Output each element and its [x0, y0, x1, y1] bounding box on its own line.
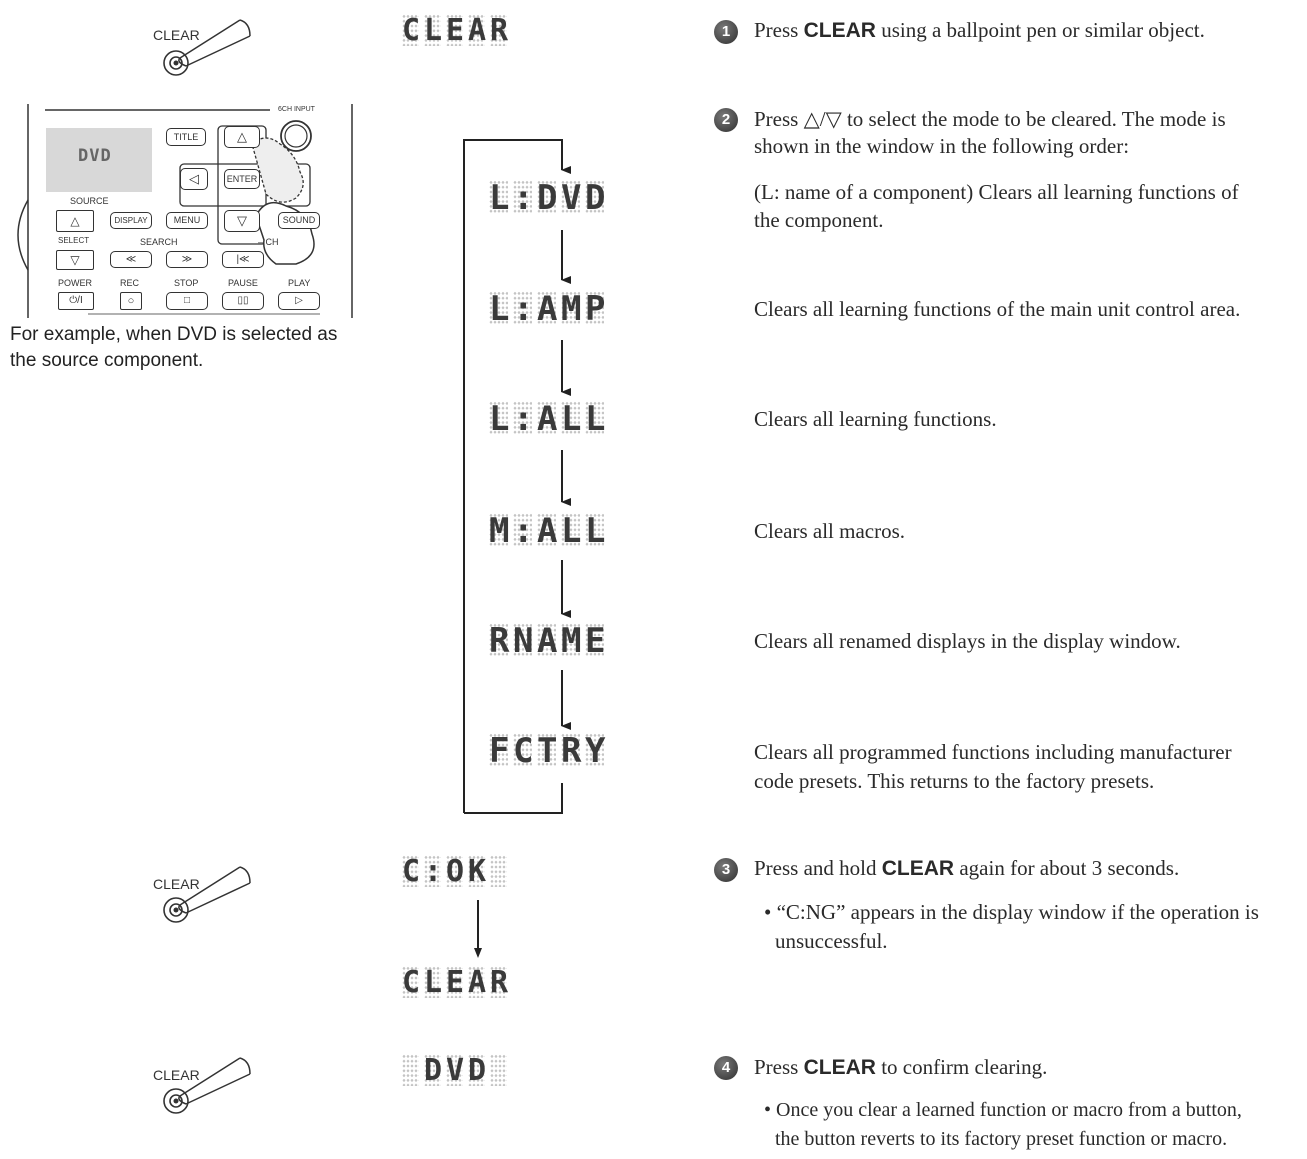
lcd-mode-3 [489, 399, 606, 439]
lcd-char: L [489, 289, 510, 329]
lcd-char: A [537, 399, 558, 439]
lcd-char: E [446, 13, 465, 48]
step4-post: to confirm clearing. [875, 1055, 1048, 1079]
lcd-char-cell [424, 14, 441, 46]
lcd-char [490, 1054, 507, 1086]
step3-arrow [470, 900, 486, 960]
remote-rewind-button: ≪ [110, 251, 152, 268]
mode2-desc: Clears all learning functions of the main unit control area. [754, 297, 1241, 321]
lcd-char: L [585, 399, 606, 439]
lcd-char-cell [446, 1054, 463, 1086]
remote-down-button: ▽ [224, 210, 260, 232]
lcd-char-cell [424, 1054, 441, 1086]
lcd-char-cell [513, 511, 534, 551]
remote-menu-button: MENU [166, 212, 208, 229]
lcd-char-cell [424, 966, 441, 998]
lcd-char-cell [490, 1054, 507, 1086]
remote-source-label: SOURCE [70, 196, 109, 206]
lcd-char-cell [537, 621, 558, 661]
lcd-char-cell [468, 855, 485, 887]
lcd-char: A [468, 965, 487, 1000]
lcd-char-cell [561, 399, 582, 439]
lcd-char: : [424, 854, 443, 889]
clear-pen-illustration-1 [150, 8, 260, 83]
remote-enter-button: ENTER [224, 169, 260, 189]
lcd-display-step3-second [402, 966, 507, 998]
lcd-char: : [513, 399, 534, 439]
lcd-char-cell [446, 14, 463, 46]
lcd-char-cell [585, 731, 606, 771]
remote-pause-label: PAUSE [228, 278, 258, 288]
remote-play-label: PLAY [288, 278, 311, 288]
lcd-char-cell [490, 966, 507, 998]
remote-play-button: ▷ [278, 292, 320, 310]
lcd-char-cell [513, 289, 534, 329]
lcd-char: T [537, 731, 558, 771]
step-number-2: 2 [714, 108, 738, 132]
lcd-char-cell [468, 1054, 485, 1086]
lcd-char-cell [489, 731, 510, 771]
lcd-char-cell [489, 511, 510, 551]
lcd-char [490, 855, 507, 887]
remote-rec-label: REC [120, 278, 140, 288]
lcd-char-cell [489, 621, 510, 661]
lcd-char-cell [513, 399, 534, 439]
remote-power-button: ⏻/I [58, 292, 94, 310]
lcd-char: E [446, 965, 465, 1000]
lcd-display-step4 [402, 1054, 507, 1086]
lcd-char: D [468, 1053, 487, 1088]
remote-stop-label: STOP [174, 278, 199, 288]
lcd-char: L [561, 511, 582, 551]
remote-illustration [0, 100, 360, 322]
remote-power-label: POWER [58, 278, 93, 288]
step3-pre: Press and hold [754, 856, 882, 880]
lcd-mode-1 [489, 178, 606, 218]
lcd-char: : [513, 178, 534, 218]
lcd-char-cell [424, 855, 441, 887]
lcd-char: E [585, 621, 606, 661]
step2-line1: Press △/▽ to select the mode to be cleared. The mode is [754, 107, 1226, 131]
lcd-char-cell [561, 289, 582, 329]
remote-caption-line2: the source component. [10, 350, 204, 371]
lcd-char-cell [402, 14, 419, 46]
lcd-char: L [489, 178, 510, 218]
lcd-char: L [585, 511, 606, 551]
lcd-char-cell [468, 14, 485, 46]
lcd-char-cell [537, 731, 558, 771]
step1-pre: Press [754, 18, 804, 42]
lcd-char: F [489, 731, 510, 771]
lcd-char: : [513, 511, 534, 551]
lcd-char-cell [489, 178, 510, 218]
step3-key: CLEAR [881, 857, 955, 880]
lcd-char: C [402, 854, 421, 889]
lcd-char: K [468, 854, 487, 889]
remote-forward-button: ≫ [166, 251, 208, 268]
remote-source-down-button: ▽ [56, 250, 94, 270]
lcd-char-cell [561, 511, 582, 551]
lcd-char-cell [537, 289, 558, 329]
lcd-char-cell [585, 511, 606, 551]
lcd-mode-4 [489, 511, 606, 551]
mode5-desc: Clears all renamed displays in the display window. [754, 629, 1181, 653]
lcd-char: A [468, 13, 487, 48]
lcd-char-cell [490, 14, 507, 46]
lcd-char: M [489, 511, 510, 551]
lcd-char: C [402, 965, 421, 1000]
remote-6ch-input-label: 6CH INPUT [278, 106, 315, 113]
lcd-char: Y [585, 731, 606, 771]
remote-select-label: SELECT [58, 236, 90, 245]
lcd-char-cell [489, 399, 510, 439]
lcd-char: L [424, 965, 443, 1000]
lcd-char: P [585, 289, 606, 329]
step-number-3: 3 [714, 858, 738, 882]
lcd-char: M [561, 289, 582, 329]
lcd-display-step1 [402, 14, 507, 46]
lcd-char: R [490, 965, 509, 1000]
lcd-char-cell [561, 178, 582, 218]
lcd-char-cell [585, 289, 606, 329]
step3-post: again for about 3 seconds. [954, 856, 1180, 880]
lcd-char: L [561, 399, 582, 439]
mode1-desc-line1: (L: name of a component) Clears all learning functions of [754, 180, 1239, 204]
mode3-desc: Clears all learning functions. [754, 407, 997, 431]
remote-ch-label: – CH [258, 237, 279, 247]
lcd-char: C [402, 13, 421, 48]
lcd-char-cell [585, 399, 606, 439]
lcd-char-cell [402, 1054, 419, 1086]
step4-pre: Press [754, 1055, 804, 1079]
lcd-char-cell [513, 621, 534, 661]
lcd-char: A [537, 289, 558, 329]
lcd-mode-2 [489, 289, 606, 329]
clear-pen-label-2: CLEAR [153, 876, 200, 892]
lcd-char: V [446, 1053, 465, 1088]
lcd-char-cell [585, 178, 606, 218]
step2-line2: shown in the window in the following order: [754, 134, 1130, 158]
lcd-char-cell [513, 178, 534, 218]
remote-caption-line1: For example, when DVD is selected as [10, 324, 338, 345]
step4-bullet-line2: the button reverts to its factory preset function or macro. [775, 1128, 1228, 1150]
mode6-desc-line1: Clears all programmed functions including manufacturer [754, 740, 1232, 764]
remote-up-button: △ [224, 126, 260, 148]
lcd-char: O [446, 854, 465, 889]
lcd-char: L [424, 13, 443, 48]
lcd-char: V [561, 178, 582, 218]
step1-key: CLEAR [803, 19, 876, 42]
mode-cycle-flow-diagram [455, 130, 575, 820]
lcd-char-cell [561, 621, 582, 661]
lcd-char: A [537, 511, 558, 551]
lcd-char: L [489, 399, 510, 439]
lcd-char: A [537, 621, 558, 661]
step4-bullet-line1: • Once you clear a learned function or macro from a button, [764, 1099, 1242, 1121]
lcd-char-cell [537, 511, 558, 551]
lcd-char-cell [489, 289, 510, 329]
lcd-char: : [513, 289, 534, 329]
remote-source-up-button: △ [56, 210, 94, 232]
lcd-char: N [513, 621, 534, 661]
mode4-desc: Clears all macros. [754, 519, 906, 543]
lcd-char-cell [402, 966, 419, 998]
lcd-char-cell [468, 966, 485, 998]
lcd-char-cell [446, 855, 463, 887]
clear-pen-illustration-3 [150, 1046, 260, 1121]
step3-text [754, 854, 1179, 883]
lcd-char: R [490, 13, 509, 48]
step3-bullet-line2: unsuccessful. [775, 929, 888, 953]
remote-sound-button: SOUND [278, 212, 320, 229]
lcd-char: C [513, 731, 534, 771]
remote-rec-button: ○ [120, 292, 142, 310]
lcd-char-cell [537, 399, 558, 439]
remote-pause-button: ▯▯ [222, 292, 264, 310]
step-number-4: 4 [714, 1056, 738, 1080]
remote-lcd-text: DVD [78, 146, 112, 166]
lcd-char-cell [490, 855, 507, 887]
step4-key: CLEAR [803, 1056, 876, 1079]
remote-left-button: ◁ [180, 168, 208, 190]
remote-stop-button: □ [166, 292, 208, 310]
lcd-char-cell [585, 621, 606, 661]
clear-pen-illustration-2 [150, 855, 260, 930]
lcd-char: D [537, 178, 558, 218]
lcd-mode-6 [489, 731, 606, 771]
step1-text [754, 16, 1205, 45]
lcd-char: D [585, 178, 606, 218]
step3-bullet-line1: • “C:NG” appears in the display window if the operation is [764, 900, 1259, 924]
mode1-desc-line2: the component. [754, 208, 884, 232]
mode6-desc-line2: code presets. This returns to the factory presets. [754, 769, 1155, 793]
lcd-char [402, 1054, 419, 1086]
step-number-1: 1 [714, 20, 738, 44]
clear-pen-label-1: CLEAR [153, 27, 200, 43]
remote-display-button: DISPLAY [110, 212, 152, 229]
step1-post: using a ballpoint pen or similar object. [875, 18, 1205, 42]
lcd-char-cell [561, 731, 582, 771]
lcd-char-cell [537, 178, 558, 218]
remote-title-button: TITLE [166, 128, 206, 146]
lcd-char-cell [402, 855, 419, 887]
lcd-mode-5 [489, 621, 606, 661]
lcd-char-cell [446, 966, 463, 998]
lcd-display-step3-first [402, 855, 507, 887]
step4-text [754, 1053, 1047, 1082]
remote-search-label: SEARCH [140, 237, 178, 247]
clear-pen-label-3: CLEAR [153, 1067, 200, 1083]
lcd-char-cell [513, 731, 534, 771]
remote-skip-back-button: |≪ [222, 251, 264, 268]
lcd-char: D [424, 1053, 443, 1088]
lcd-char: M [561, 621, 582, 661]
lcd-char: R [561, 731, 582, 771]
lcd-char: R [489, 621, 510, 661]
